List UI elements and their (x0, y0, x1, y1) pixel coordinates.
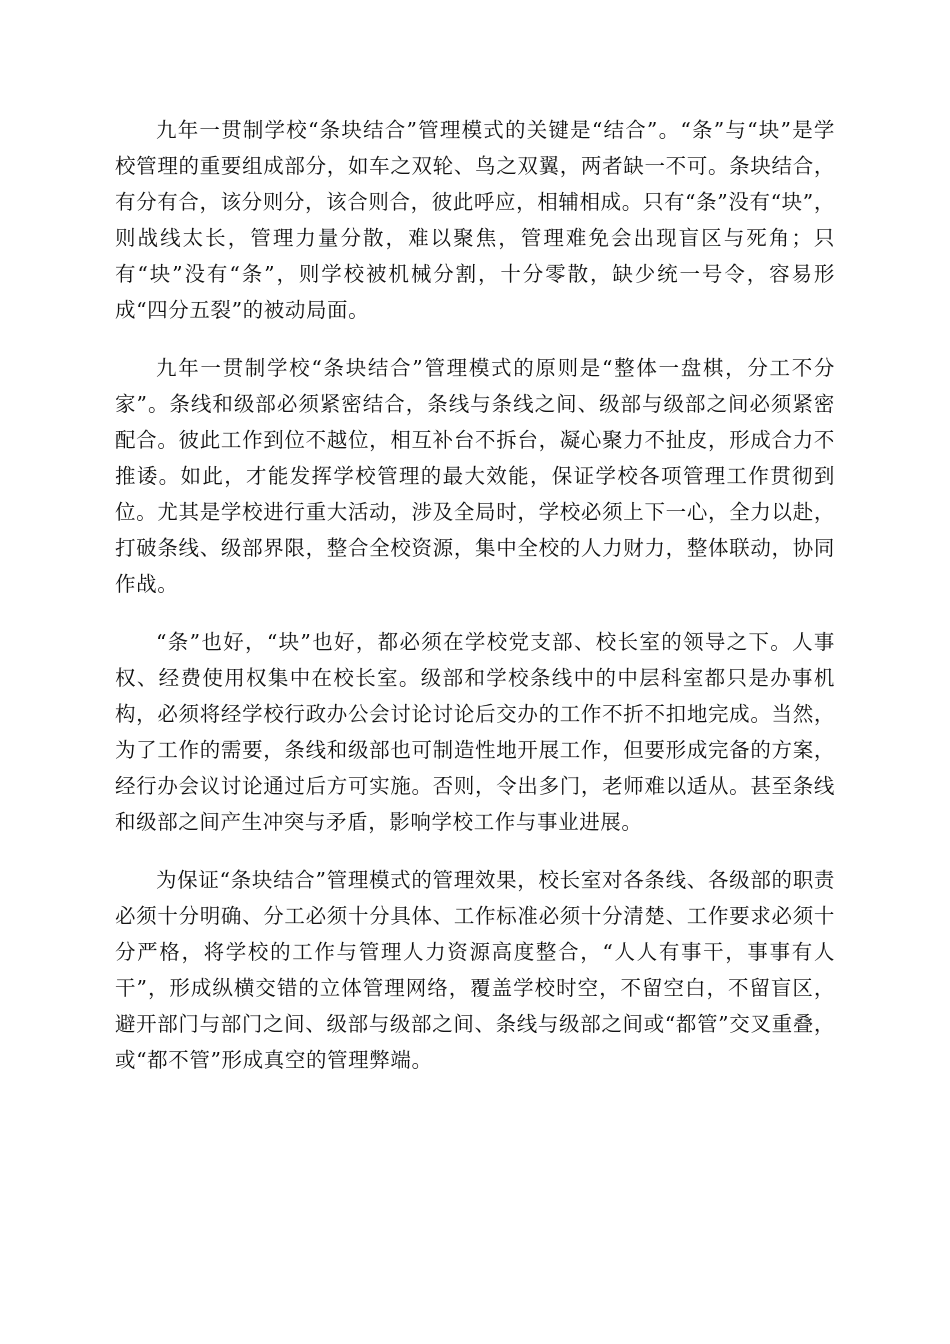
paragraph-effectiveness: 为保证“条块结合”管理模式的管理效果，校长室对各条线、各级部的职责必须十分明确、分工必须十分具体、工作标准必须十分清楚、工作要求必须十分严格，将学校的工作与管理人力资源高度整合，“人人有事干，事事有人干”，形成纵横交错的立体管理网络，覆盖学校时空，不留空白，不留盲区，避开部门与部门之间、级部与级部之间、条线与级部之间或“都管”交叉重叠，或“都不管”形成真空的管理弊端。 (115, 868, 835, 1072)
paragraph-key-principle: 九年一贯制学校“条块结合”管理模式的关键是“结合”。“条”与“块”是学校管理的重要组成部分，如车之双轮、鸟之双翼，两者缺一不可。条块结合，有分有合，该分则分，该合则合，彼此呼应，相辅相成。只有“条”没有“块”，则战线太长，管理力量分散，难以聚焦，管理难免会出现盲区与死角；只有“块”没有“条”，则学校被机械分割，十分零散，缺少统一号令，容易形成“四分五裂”的被动局面。 (115, 118, 835, 322)
document-body (115, 112, 835, 1100)
paragraph-overall-principle: 九年一贯制学校“条块结合”管理模式的原则是“整体一盘棋，分工不分家”。条线和级部必须紧密结合，条线与条线之间、级部与级部之间必须紧密配合。彼此工作到位不越位，相互补台不拆台，凝心聚力不扯皮，形成合力不推诿。如此，才能发挥学校管理的最大效能，保证学校各项管理工作贯彻到位。尤其是学校进行重大活动，涉及全局时，学校必须上下一心，全力以赴，打破条线、级部界限，整合全校资源，集中全校的人力财力，整体联动，协同作战。 (115, 356, 835, 596)
paragraph-leadership: “条”也好，“块”也好，都必须在学校党支部、校长室的领导之下。人事权、经费使用权集中在校长室。级部和学校条线中的中层科室都只是办事机构，必须将经学校行政办公会讨论讨论后交办的工作不折不扣地完成。当然，为了工作的需要，条线和级部也可制造性地开展工作，但要形成完备的方案，经行办会议讨论通过后方可实施。否则，令出多门，老师难以适从。甚至条线和级部之间产生冲突与矛盾，影响学校工作与事业进展。 (115, 630, 835, 834)
